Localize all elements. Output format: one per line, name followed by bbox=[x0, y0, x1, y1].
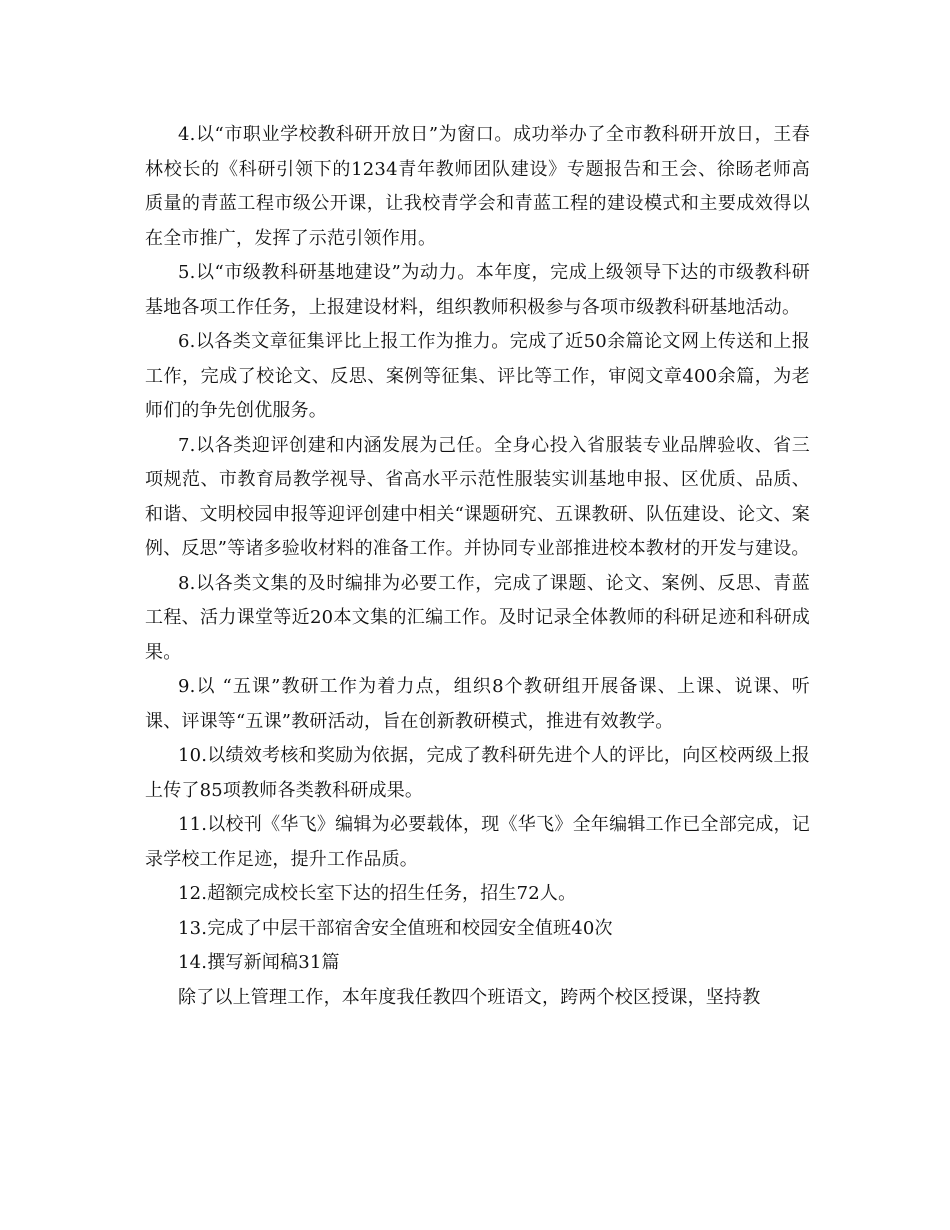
paragraph-item-7: 7.以各类迎评创建和内涵发展为己任。全身心投入省服装专业品牌验收、省三项规范、市教育局教学视导、省高水平示范性服装实训基地申报、区优质、品质、和谐、文明校园申报等迎评创建中相关“课题研究、五课教研、队伍建设、论文、案例、反思”等诸多验收材料的准备工作。并协同专业部推进校本教材的开发与建设。 bbox=[145, 434, 810, 559]
paragraph-item-5: 5.以“市级教科研基地建设”为动力。本年度，完成上级领导下达的市级教科研基地各项工作任务，上报建设材料，组织教师积极参与各项市级教科研基地活动。 bbox=[145, 262, 810, 318]
paragraph-item-14: 14.撰写新闻稿31篇 bbox=[178, 952, 340, 973]
paragraph-item-12: 12.超额完成校长室下达的招生任务，招生72人。 bbox=[178, 883, 577, 904]
paragraph-item-11: 11.以校刊《华飞》编辑为必要载体，现《华飞》全年编辑工作已全部完成，记录学校工作足迹，提升工作品质。 bbox=[145, 814, 810, 870]
paragraph-item-9: 9.以 “五课”教研工作为着力点，组织8个教研组开展备课、上课、说课、听课、评课等“五课”教研活动，旨在创新教研模式，推进有效教学。 bbox=[145, 676, 810, 732]
document-body bbox=[145, 118, 810, 1015]
paragraph-item-6: 6.以各类文章征集评比上报工作为推力。完成了近50余篇论文网上传送和上报工作，完成了校论文、反思、案例等征集、评比等工作，审阅文章400余篇，为老师们的争先创优服务。 bbox=[145, 331, 810, 421]
paragraph-closing: 除了以上管理工作，本年度我任教四个班语文，跨两个校区授课，坚持教 bbox=[178, 986, 761, 1008]
paragraph-item-4: 4.以“市职业学校教科研开放日”为窗口。成功举办了全市教科研开放日，王春林校长的《科研引领下的1234青年教师团队建设》专题报告和王会、徐旸老师高质量的青蓝工程市级公开课，让我校青学会和青蓝工程的建设模式和主要成效得以在全市推广，发挥了示范引领作用。 bbox=[145, 124, 810, 249]
paragraph-item-10: 10.以绩效考核和奖励为依据，完成了教科研先进个人的评比，向区校两级上报上传了85项教师各类教科研成果。 bbox=[145, 745, 810, 801]
paragraph-item-8: 8.以各类文集的及时编排为必要工作，完成了课题、论文、案例、反思、青蓝工程、活力课堂等近20本文集的汇编工作。及时记录全体教师的科研足迹和科研成果。 bbox=[145, 572, 810, 663]
paragraph-item-13: 13.完成了中层干部宿舍安全值班和校园安全值班40次 bbox=[178, 917, 613, 939]
